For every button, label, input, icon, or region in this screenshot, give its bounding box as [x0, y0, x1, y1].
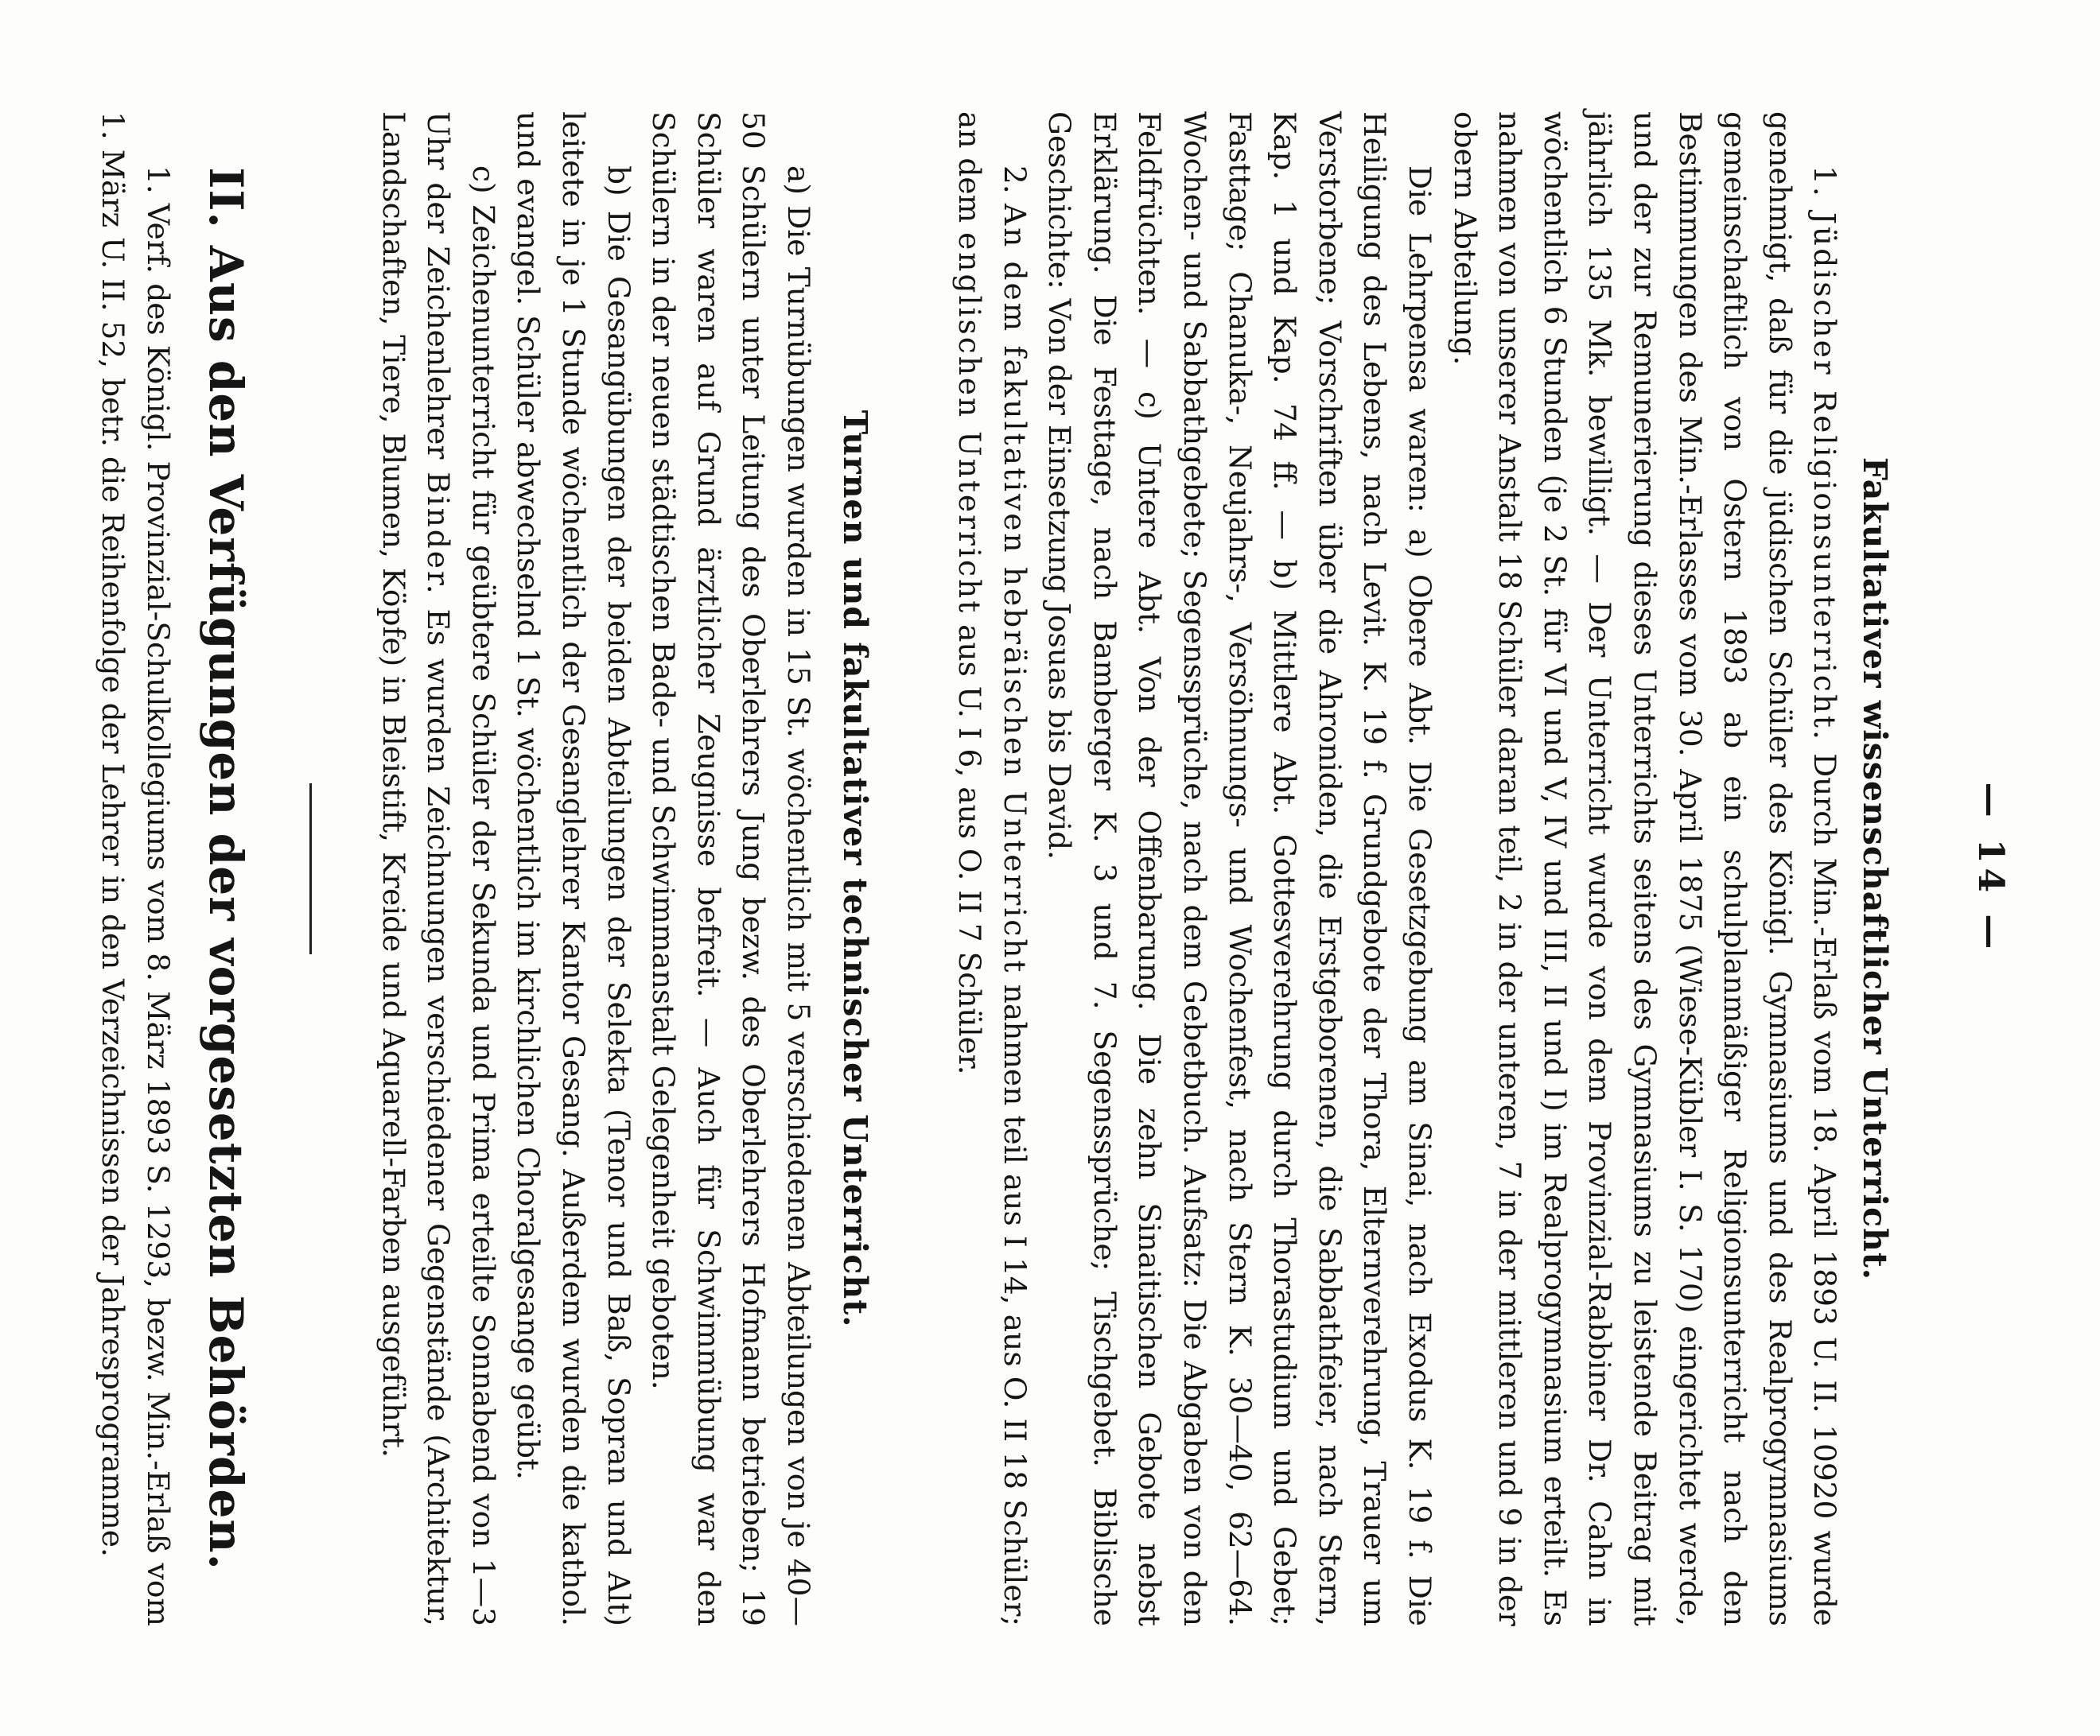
paragraph-verfuegung-1: 1. Verf. des Königl. Provinzial-Schulkollegiums vom 8. März 1893 S. 1293, bezw. Min.-Erlaß vom 1. März U. II. 52, betr. die Reihenfolge der Lehrer in den Verzeichnissen der Jahresprogramme.: [95, 111, 176, 1626]
emphasis-englisch: englischen Unterricht: [952, 232, 988, 616]
paragraph-lehrpensa: Die Lehrpensa waren: a) Obere Abt. Die Gesetzgebung am Sinai, nach Exodus K. 19 f. Die Heiligung des Lebens, nach Levit. K. 19 f. Grundgebote der Thora, Elternverehrung, Trauer um Verstorbene; Vorschriften über die Ahroniden, die Erstgeborenen, die Sabbathfeier, nach Stern, Kap. 1 und Kap. 74 ff. — b) Mittlere Abt. Gottesverehrung durch Thorastudium und Gebet; Fasttage; Chanuka-, Neujahrs-, Versöhnungs- und Wochenfest, nach Stern K. 30—40, 62—64. Wochen- und Sabbathgebete; Segenssprüche, nach dem Gebetbuch. Aufsatz: Die Abgaben von den Feldfrüchten. — c) Untere Abt. Von der Offenbarung. Die zehn Sinaitischen Gebote nebst Erklärung. Die Festtage, nach Bamberger K. 3 und 7. Segenssprüche; Tischgebet. Biblische Geschichte: Von der Einsetzung Josuas bis David.: [1042, 111, 1438, 1626]
paragraph-religionsunterricht: [1442, 111, 1847, 1626]
text-body: [91, 111, 1897, 1626]
paragraph-text: Es wurden Zeichnungen verschiedener Gegenstände (Architektur, Landschaften, Tiere, Blumen, Köpfe) in Bleistift, Kreide und Aquarell-Farben ausgeführt.: [375, 111, 457, 1626]
page-number: — 14 —: [1970, 782, 2011, 954]
paragraph-zeichenunterricht: [371, 111, 506, 1626]
emphasis-binder: Binder.: [421, 472, 457, 596]
heading-fakultativer-unterricht: Fakultativer wissenschaftlicher Unterricht.: [1856, 456, 1894, 1281]
paragraph-text: Durch Min.-Erlaß vom 18. April 1893 U. II. 10920 wurde genehmigt, daß für die jüdischen Schüler des Königl. Gymnasiums und des Realprogymnasiums gemeinschaftlich von Ostern 1893 ab ein schulplanmäßiger Religionsunterricht nach den Bestimmungen des Min.-Erlasses vom 30. April 1875 (Wiese-Kübler I. S. 170) eingerichtet werde, und der zur Remunerierung dieses Unterrichts seitens des Gymnasiums zu leistende Beitrag mit jährlich 135 Mk. bewilligt. — Der Unterricht wurde von dem Provinzial-Rabbiner Dr. Cahn in wöchentlich 6 Stunden (je 2 St. für VI und V, IV und III, II und I) im Realprogymnasium erteilt. Es nahmen von unserer Anstalt 18 Schüler daran teil, 2 in der unteren, 7 in der mittleren und 9 in der obern Abteilung.: [1447, 111, 1843, 1626]
paragraph-text: nahmen teil aus I 14, aus O. II 18 Schüler; an dem: [952, 111, 1032, 1627]
heading-verfuegungen: II. Aus den Verfügungen der vorgesetzten Behörden.: [199, 167, 253, 1571]
paragraph-lead: 2.: [997, 165, 1032, 194]
heading-turnen: Turnen und fakultativer technischer Unterricht.: [835, 410, 874, 1328]
paragraph-text: aus U. I 6, aus O. II 7 Schüler.: [952, 615, 988, 1075]
paragraph-gesanguebungen: b) Die Gesangübungen der beiden Abteilungen der Selekta (Tenor und Baß, Sopran und Alt) leitete in je 1 Stunde wöchentlich der Gesanglehrer Kantor Gesang. Außerdem wurden die kathol. und evangel. Schüler abwechselnd 1 St. wöchentlich im kirchlichen Choralgesange geübt.: [511, 111, 636, 1626]
paragraph-lead: 1. Jüdischer Religionsunterricht.: [1807, 165, 1843, 742]
paragraph-text: c) Zeichenunterricht für geübtere Schüler der Sekunda und Prima erteilte Sonnabend von 1—3 Uhr der Zeichenlehrer: [421, 111, 501, 1626]
paragraph-sprachunterricht: [947, 111, 1037, 1626]
section-divider: [309, 783, 312, 954]
emphasis-hebraeisch: An dem fakultativen hebräischen Unterricht: [997, 204, 1032, 975]
paragraph-turnuebungen: a) Die Turnübungen wurden in 15 St. wöchentlich mit 5 verschiedenen Abteilungen von je 40—50 Schülern unter Leitung des Oberlehrers Jung bezw. des Oberlehrers Hofmann betrieben; 19 Schüler waren auf Grund ärztlicher Zeugnisse befreit. — Auch für Schwimmübung war den Schülern in der neuen städtischen Bade- und Schwimmanstalt Gelegenheit geboten.: [646, 111, 816, 1626]
